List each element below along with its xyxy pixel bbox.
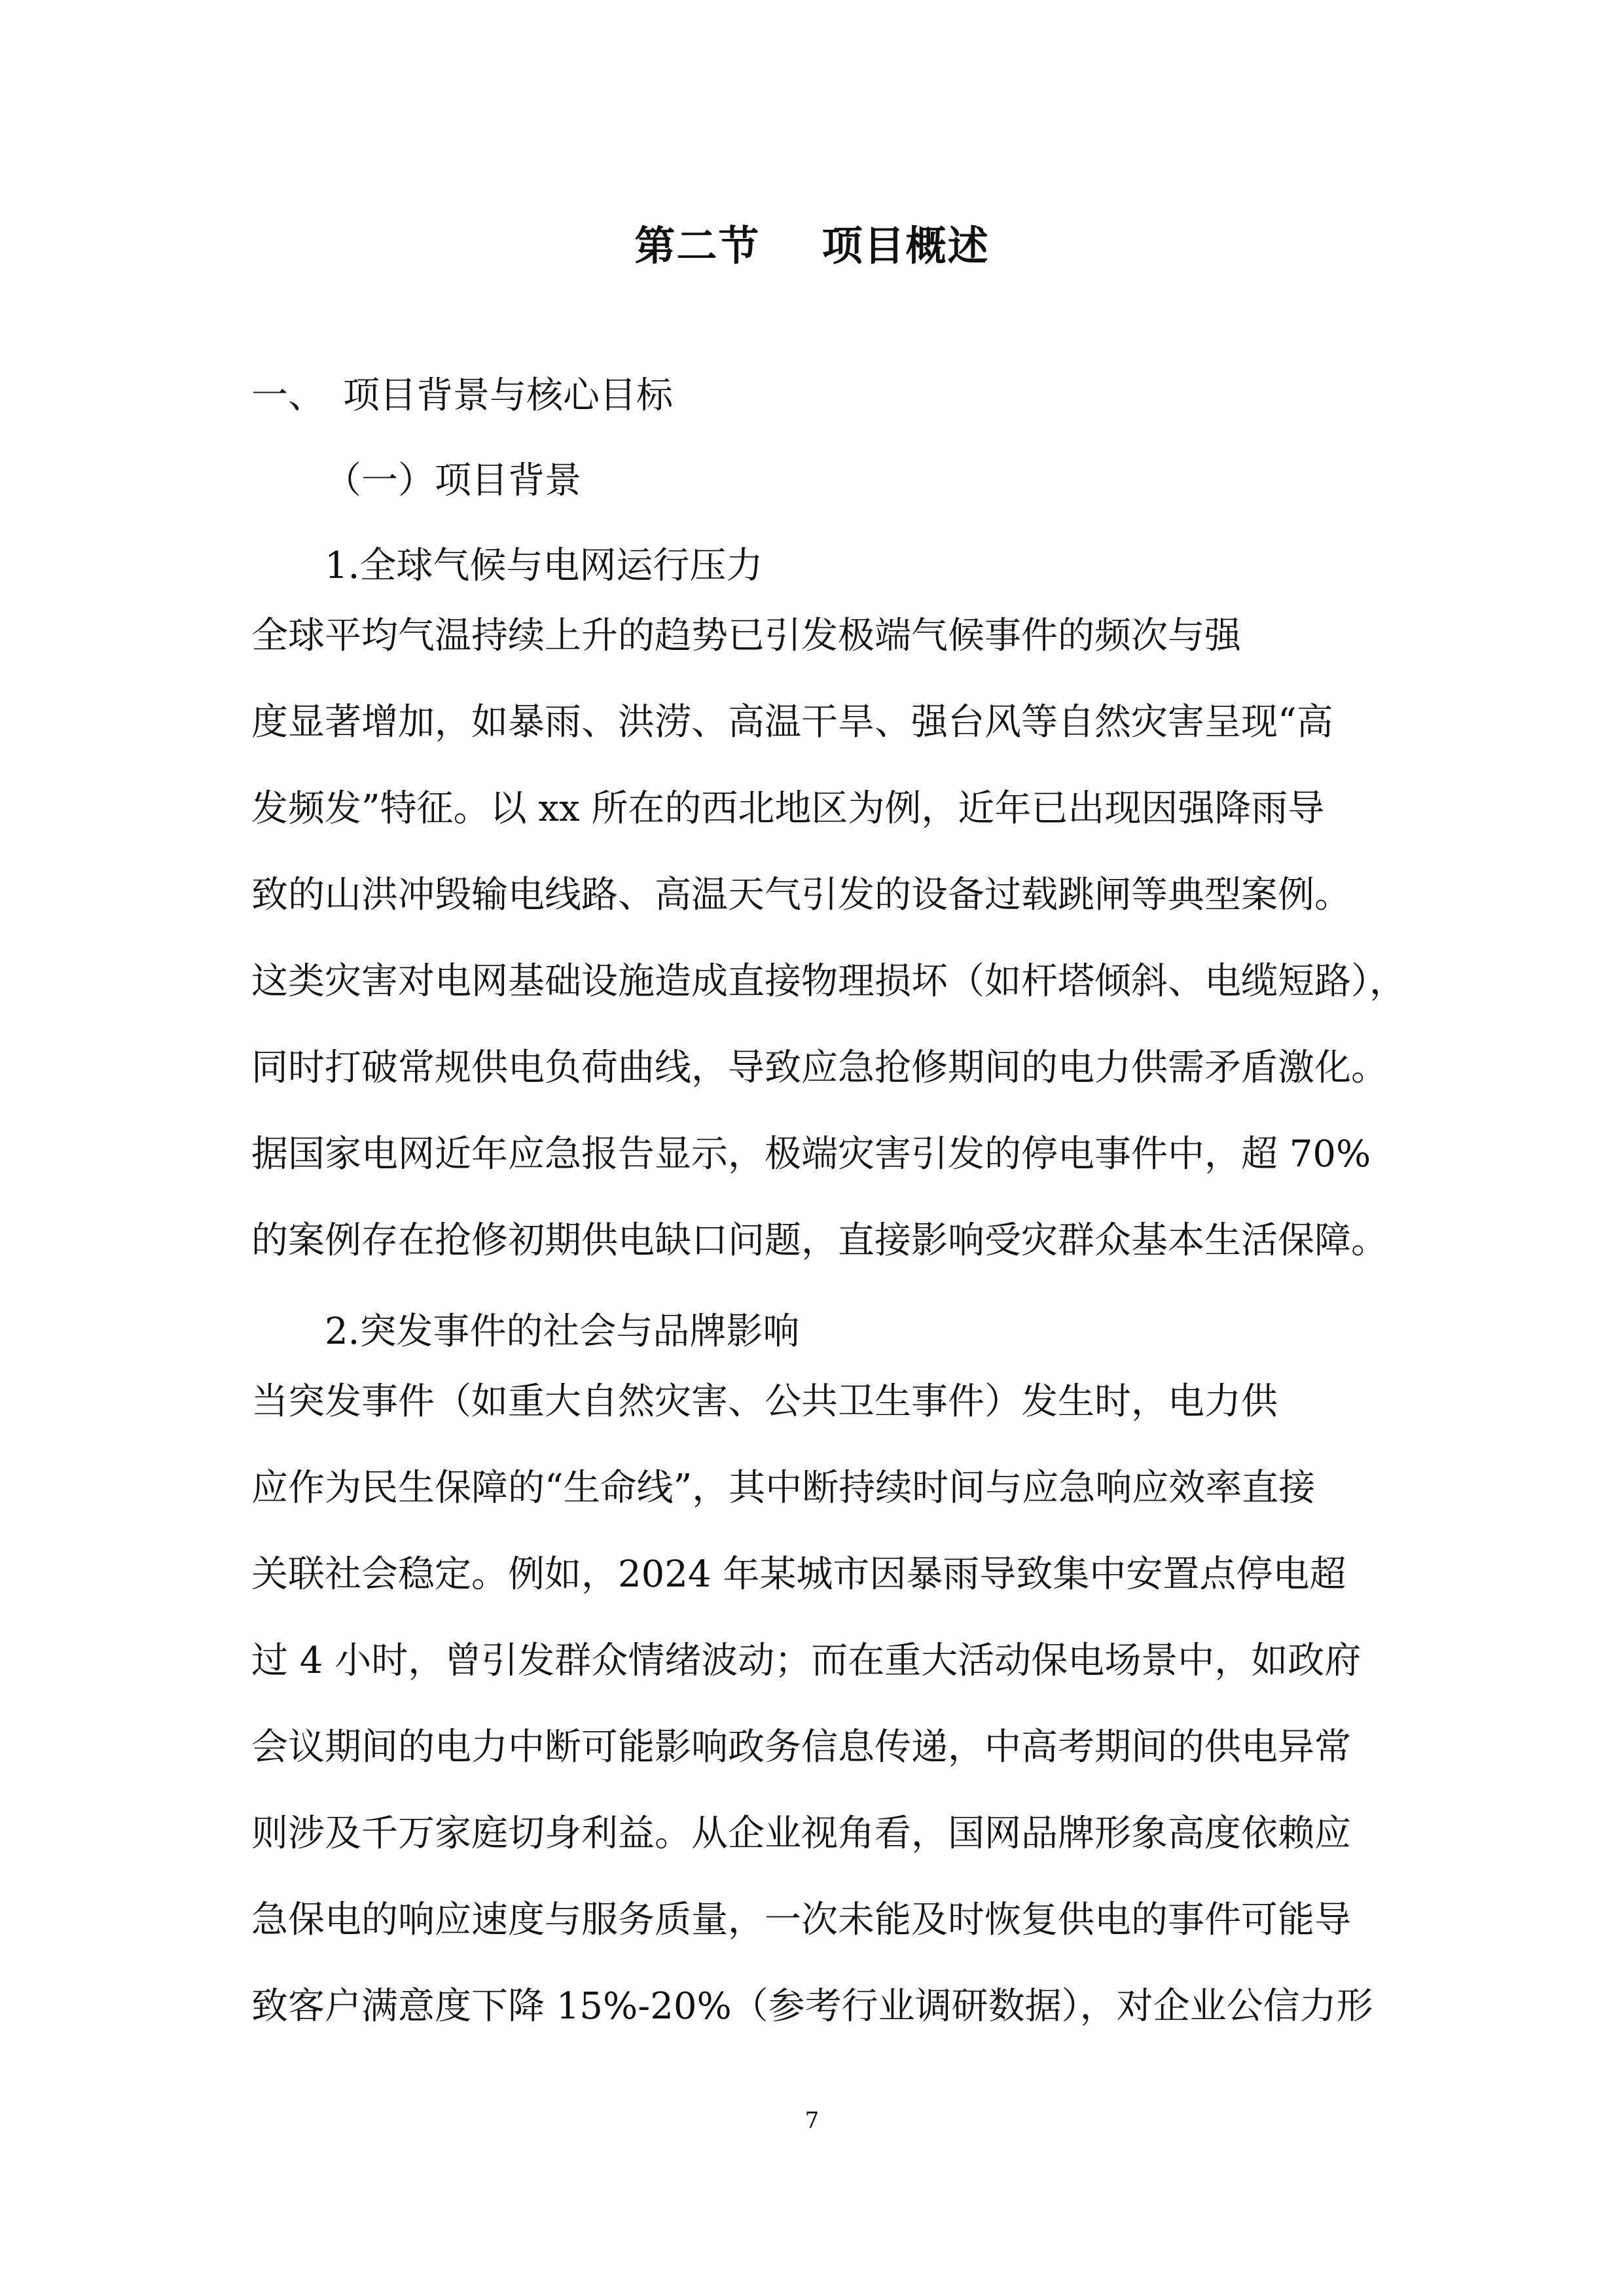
paragraph-line: 致客户满意度下降 15%-20%（参考行业调研数据），对企业公信力形: [251, 1985, 1373, 2028]
heading-level-2: （一）项目背景: [325, 459, 581, 502]
paragraph-line: 过 4 小时，曾引发群众情绪波动；而在重大活动保电场景中，如政府: [251, 1640, 1362, 1682]
paragraph-line: 当突发事件（如重大自然灾害、公共卫生事件）发生时，电力供: [251, 1380, 1278, 1423]
subheading-social-brand-impact: 2.突发事件的社会与品牌影响: [325, 1310, 800, 1353]
paragraph-line: 发频发”特征。以 xx 所在的西北地区为例，近年已出现因强降雨导: [251, 787, 1325, 830]
paragraph-line: 同时打破常规供电负荷曲线，导致应急抢修期间的电力供需矛盾激化。: [251, 1047, 1388, 1089]
subheading-climate-pressure: 1.全球气候与电网运行压力: [325, 545, 763, 587]
section-title: 第二节 项目概述: [634, 222, 990, 270]
heading-level-1: [251, 367, 673, 419]
paragraph-line: 则涉及千万家庭切身利益。从企业视角看，国网品牌形象高度依赖应: [251, 1812, 1351, 1855]
paragraph-line: 应作为民生保障的“生命线”，其中断持续时间与应急响应效率直接: [251, 1467, 1316, 1509]
page-number: 7: [804, 2108, 820, 2134]
paragraph-line: 会议期间的电力中断可能影响政务信息传递，中高考期间的供电异常: [251, 1726, 1351, 1768]
heading-level-1-number: 一、: [251, 374, 325, 417]
paragraph-line: 全球平均气温持续上升的趋势已引发极端气候事件的频次与强: [251, 615, 1241, 657]
paragraph-climate-pressure: [251, 593, 1406, 1284]
paragraph-line: 的案例存在抢修初期供电缺口问题，直接影响受灾群众基本生活保障。: [251, 1219, 1388, 1262]
paragraph-line: 这类灾害对电网基础设施造成直接物理损坏（如杆塔倾斜、电缆短路），: [251, 960, 1406, 1003]
paragraph-line: 据国家电网近年应急报告显示，极端灾害引发的停电事件中，超 70%: [251, 1133, 1371, 1175]
heading-level-1-text: 项目背景与核心目标: [343, 374, 673, 417]
paragraph-line: 急保电的响应速度与服务质量，一次未能及时恢复供电的事件可能导: [251, 1899, 1351, 1941]
paragraph-line: 致的山洪冲毁输电线路、高温天气引发的设备过载跳闸等典型案例。: [251, 874, 1351, 916]
paragraph-social-brand-impact: [251, 1359, 1390, 2050]
paragraph-line: 度显著增加，如暴雨、洪涝、高温干旱、强台风等自然灾害呈现“高: [251, 701, 1333, 744]
paragraph-line: 关联社会稳定。例如，2024 年某城市因暴雨导致集中安置点停电超: [251, 1553, 1346, 1596]
